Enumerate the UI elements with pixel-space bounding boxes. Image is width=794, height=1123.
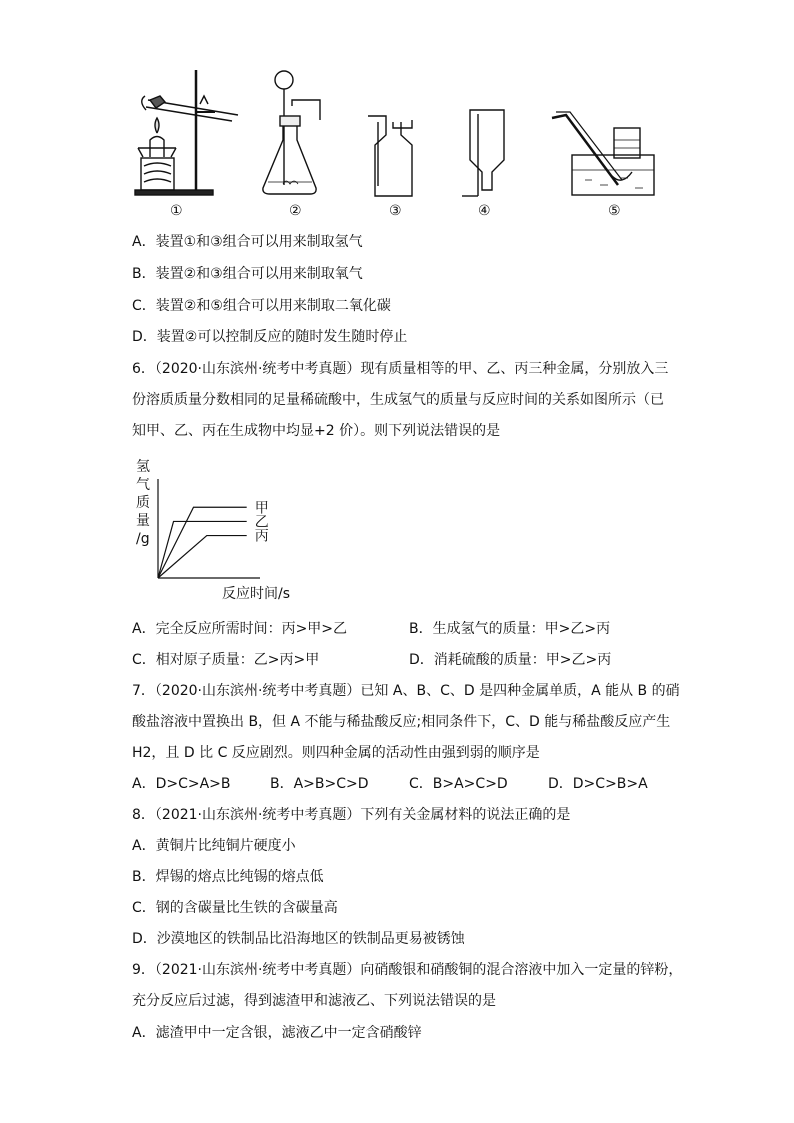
apparatus-label-1: ① <box>170 203 183 219</box>
q7-stem-line-1: 7．（2020·山东滨州·统考中考真题）已知 A、B、C、D 是四种金属单质，A 能从 B 的硝 <box>132 683 680 699</box>
y-axis-label-char: 氢 <box>136 459 150 475</box>
q7-stem-line-2: 酸盐溶液中置换出 B，但 A 不能与稀盐酸反应;相同条件下，C、D 能与稀盐酸反应产生 <box>132 714 671 730</box>
hydrogen-mass-chart <box>130 455 390 605</box>
apparatus-figure <box>0 0 794 230</box>
q6-stem-line-3: 知甲、乙、丙在生成物中均显+2 价）。则下列说法错误的是 <box>132 423 501 439</box>
q6-option-b: B．生成氢气的质量：甲>乙>丙 <box>409 621 611 637</box>
series-label-3: 丙 <box>254 528 269 545</box>
q8-option-a: A．黄铜片比纯铜片硬度小 <box>132 838 296 854</box>
q7-option-a: A．D>C>A>B <box>132 776 231 792</box>
q8-option-c: C．钢的含碳量比生铁的含碳量高 <box>132 900 338 916</box>
apparatus-label-2: ② <box>289 203 302 219</box>
q8-option-b: B．焊锡的熔点比纯锡的熔点低 <box>132 869 324 885</box>
apparatus-4-drawing <box>462 110 504 196</box>
q6-stem-line-1: 6．（2020·山东滨州·统考中考真题）现有质量相等的甲、乙、丙三种金属，分别放入三 <box>132 361 669 377</box>
q6-option-a: A．完全反应所需时间：丙>甲>乙 <box>132 621 348 637</box>
y-axis-label-char: 气 <box>136 477 150 493</box>
apparatus-label-5: ⑤ <box>608 203 621 219</box>
series-line-3 <box>158 536 247 578</box>
q9-stem-line-2: 充分反应后过滤，得到滤渣甲和滤液乙、下列说法错误的是 <box>132 993 496 1009</box>
apparatus-1-drawing <box>135 70 238 195</box>
q5-option-c: C．装置②和⑤组合可以用来制取二氧化碳 <box>132 298 391 314</box>
q5-option-d: D．装置②可以控制反应的随时发生随时停止 <box>132 329 408 345</box>
series-label-2: 乙 <box>254 514 269 531</box>
q7-option-d: D．D>C>B>A <box>548 776 648 792</box>
x-axis-label: 反应时间/s <box>222 586 291 602</box>
apparatus-3-drawing <box>368 116 412 196</box>
q8-option-d: D．沙漠地区的铁制品比沿海地区的铁制品更易被锈蚀 <box>132 931 465 947</box>
apparatus-5-drawing <box>552 112 654 195</box>
y-axis-label-char: /g <box>136 531 150 547</box>
q8-stem: 8．（2021·山东滨州·统考中考真题）下列有关金属材料的说法正确的是 <box>132 807 571 823</box>
q7-option-b: B．A>B>C>D <box>270 776 369 792</box>
q6-option-d: D．消耗硫酸的质量：甲>乙>丙 <box>409 652 612 668</box>
y-axis-label-char: 量 <box>136 513 150 529</box>
series-label-1: 甲 <box>254 500 269 517</box>
q5-option-a: A．装置①和③组合可以用来制取氢气 <box>132 234 363 250</box>
series-line-1 <box>158 507 247 578</box>
apparatus-2-drawing <box>263 71 320 194</box>
q9-stem-line-1: 9．（2021·山东滨州·统考中考真题）向硝酸银和硝酸铜的混合溶液中加入一定量的锌粉， <box>132 962 683 978</box>
q7-option-c: C．B>A>C>D <box>409 776 508 792</box>
y-axis-label-char: 质 <box>136 495 150 511</box>
q9-option-a: A．滤渣甲中一定含银，滤液乙中一定含硝酸锌 <box>132 1025 422 1041</box>
q5-option-b: B．装置②和③组合可以用来制取氧气 <box>132 266 363 282</box>
series-line-2 <box>158 521 247 578</box>
apparatus-label-4: ④ <box>478 203 491 219</box>
apparatus-label-3: ③ <box>389 203 402 219</box>
q7-stem-line-3: H2，且 D 比 C 反应剧烈。则四种金属的活动性由强到弱的顺序是 <box>132 745 540 761</box>
q6-stem-line-2: 份溶质质量分数相同的足量稀硫酸中，生成氢气的质量与反应时间的关系如图所示（已 <box>132 392 664 408</box>
q6-option-c: C．相对原子质量：乙>丙>甲 <box>132 652 320 668</box>
